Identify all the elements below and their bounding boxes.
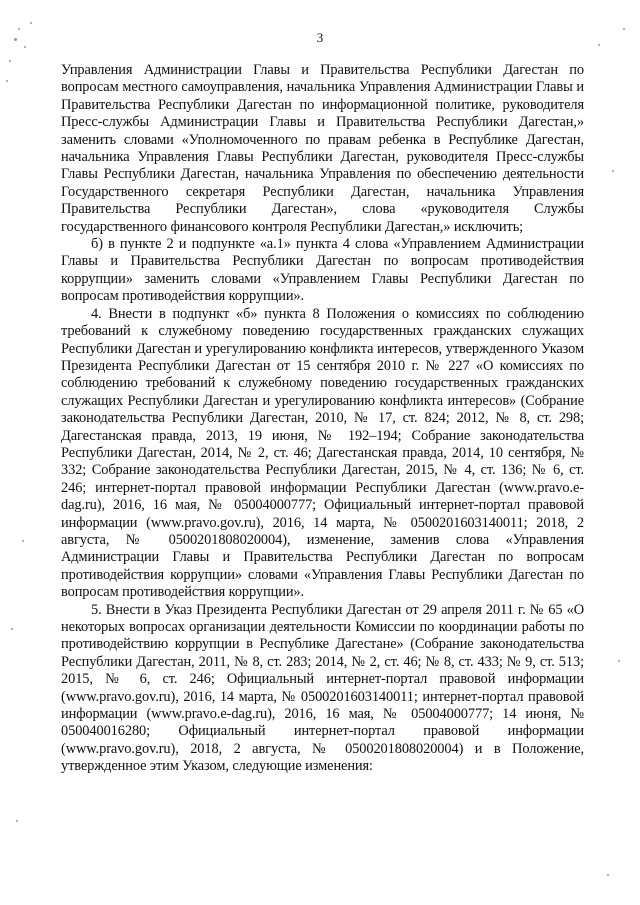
scan-speck [598, 44, 600, 46]
scan-speck [11, 628, 13, 630]
scan-speck [14, 38, 17, 41]
scan-speck [18, 28, 20, 30]
paragraph-item-5: 5. Внести в Указ Президента Республики Дагестан от 29 апреля 2011 г. № 65 «О некоторых вопросах организации деятельности Комиссии по координации работы по противодействию коррупции в Республике Дагестане» (Собрание законодательства Республики Дагестан, 2011, № 8, ст. 283; 2014, № 2, ст. 46; № 8, ст. 433; № 9, ст. 513; 2015, № 6, ст. 246; Официальный интернет-портал правовой информации (www.pravo.gov.ru), 2016, 14 марта, № 0500201603140011; интернет-портал правовой информации (www.pravo.e-dag.ru), 2016, 16 мая, № 05004000777; 14 июня, № 050040016280; Официальный интернет-портал правовой информации (www.pravo.gov.ru), 2018, 2 августа, № 0500201808020004) и в Положение, утвержденное этим Указом, следующие изменения: [61, 601, 584, 775]
document-body [61, 62, 584, 776]
scan-speck [618, 660, 620, 662]
scan-speck [30, 22, 32, 24]
scan-speck [16, 820, 18, 822]
paragraph-item-4: 4. Внести в подпункт «б» пункта 8 Положения о комиссиях по соблюдению требований к служебному поведению государственных гражданских служащих Республики Дагестан и урегулированию конфликта интересов, утвержденного Указом Президента Республики Дагестан от 15 сентября 2010 г. № 227 «О комиссиях по соблюдению требований к служебному поведению государственных гражданских служащих Республики Дагестан и урегулированию конфликта интересов» (Собрание законодательства Республики Дагестан, 2010, № 17, ст. 824; 2012, № 8, ст. 298; Дагестанская правда, 2013, 19 июня, № 192–194; Собрание законодательства Республики Дагестан, 2014, № 2, ст. 46; Дагестанская правда, 2014, 10 сентября, № 332; Собрание законодательства Республики Дагестан, 2015, № 4, ст. 136; № 6, ст. 246; интернет-портал правовой информации Республики Дагестан (www.pravo.e-dag.ru), 2016, 16 мая, № 05004000777; Официальный интернет-портал правовой информации (www.pravo.gov.ru), 2016, 14 марта, № 0500201603140011; 2018, 2 августа, № 0500201808020004), изменение, заменив слова «Управления Администрации Главы и Правительства Республики Дагестан по вопросам противодействия коррупции» словами «Управления Главы Республики Дагестан по вопросам противодействия коррупции». [61, 305, 584, 601]
scan-speck [607, 874, 609, 876]
scan-speck [6, 80, 8, 82]
scan-speck [612, 170, 614, 172]
scan-speck [9, 60, 11, 62]
page-number: 3 [316, 30, 324, 45]
scan-speck [623, 28, 625, 30]
scan-speck [24, 46, 26, 48]
paragraph-subitem-b: б) в пункте 2 и подпункте «а.1» пункта 4 слова «Управлением Администрации Главы и Правительства Республики Дагестан по вопросам противодействия коррупции» заменить словами «Управлением Главы Республики Дагестан по вопросам противодействия коррупции». [61, 236, 584, 305]
paragraph-continuation: Управления Администрации Главы и Правительства Республики Дагестан по вопросам местного самоуправления, начальника Управления Администрации Главы и Правительства Республики Дагестан по информационной политике, руководителя Пресс-службы Администрации Главы и Правительства Республики Дагестан,» заменить словами «Уполномоченного по правам ребенка в Республике Дагестан, начальника Управления Главы Республики Дагестан, руководителя Пресс-службы Главы Республики Дагестан, начальника Управления по обеспечению деятельности Государственного секретаря Республики Дагестан, начальника Управления Правительства Республики Дагестан», слова «руководителя Службы государственного финансового контроля Республики Дагестан,» исключить; [61, 62, 584, 235]
scan-speck [22, 540, 24, 542]
